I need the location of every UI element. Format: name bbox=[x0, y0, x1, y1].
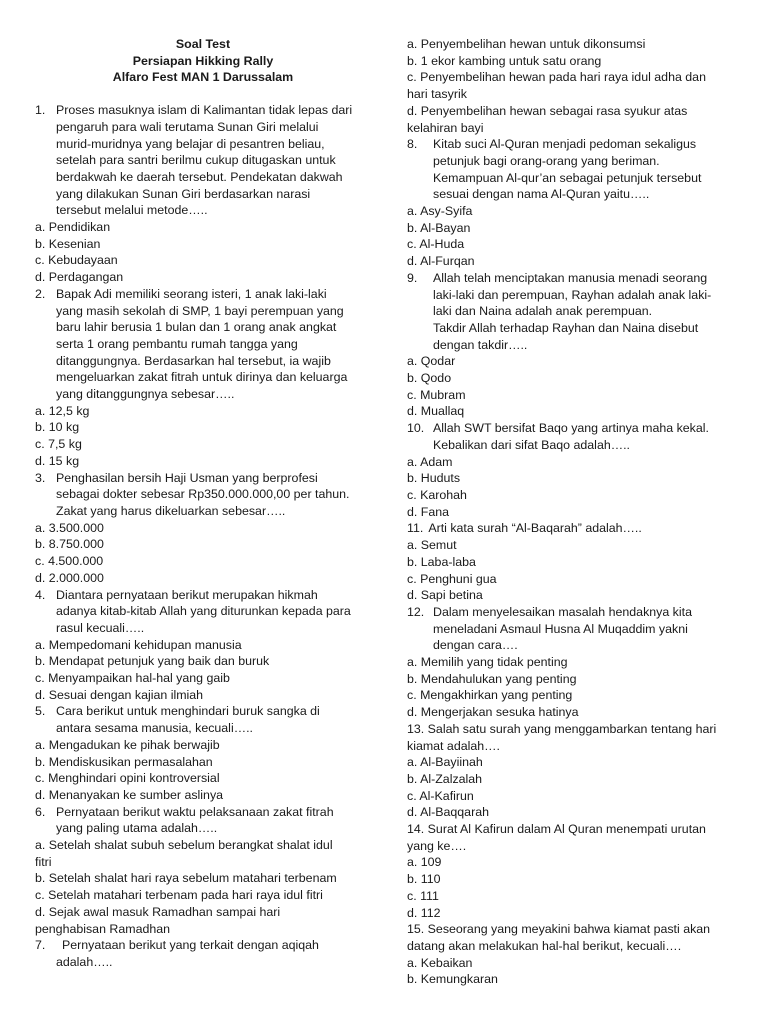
document-title: Soal Test bbox=[175, 37, 231, 51]
question-text-line: sesuai dengan nama Al-Quran yaitu….. bbox=[433, 187, 650, 202]
answer-option: c. 7,5 kg bbox=[35, 437, 82, 452]
question-text-line: Kebalikan dari sifat Baqo adalah….. bbox=[433, 437, 630, 452]
question-3 bbox=[35, 470, 365, 587]
question-text-line: yang ke…. bbox=[407, 838, 467, 853]
question-text-line: serta 1 orang pembantu rumah tangga yang bbox=[56, 336, 298, 351]
answer-option: b. 110 bbox=[407, 872, 441, 887]
answer-option: a. Al-Bayiinah bbox=[407, 755, 483, 770]
question-text-line: Arti kata surah “Al-Baqarah” adalah….. bbox=[428, 521, 642, 536]
answer-option: b. Mendahulukan yang penting bbox=[407, 671, 577, 686]
answer-option: d. 15 kg bbox=[35, 453, 80, 468]
answer-option: c. 4.500.000 bbox=[35, 554, 104, 569]
answer-option: b. Al-Zalzalah bbox=[407, 771, 483, 786]
question-text-line: Cara berikut untuk menghindari buruk sangka di bbox=[56, 704, 320, 719]
question-text-line: yang dilakukan Sunan Giri berdasarkan narasi bbox=[56, 186, 311, 201]
answer-option: d. Al-Baqqarah bbox=[407, 805, 489, 820]
question-text-line: yang paling utama adalah….. bbox=[56, 821, 218, 836]
answer-option: b. Mendiskusikan permasalahan bbox=[35, 754, 213, 769]
question-number: 8. bbox=[407, 137, 418, 152]
answer-option: c. Mengakhirkan yang penting bbox=[407, 688, 573, 703]
question-text-line: Diantara pernyataan berikut merupakan hikmah bbox=[56, 587, 318, 602]
question-11 bbox=[407, 520, 737, 604]
answer-option: d. Mengerjakan sesuka hatinya bbox=[407, 705, 579, 720]
answer-option: a. Asy-Syifa bbox=[407, 204, 473, 219]
question-text-line: 14. Surat Al Kafirun dalam Al Quran menempati urutan bbox=[407, 822, 706, 837]
answer-option: a. Adam bbox=[407, 454, 453, 469]
answer-option: d. Penyembelihan hewan sebagai rasa syukur atas bbox=[407, 103, 688, 118]
question-number: 7. bbox=[35, 938, 46, 953]
question-text-line: Pernyataan berikut waktu pelaksanaan zakat fitrah bbox=[56, 804, 334, 819]
question-text-line: dengan cara…. bbox=[433, 638, 518, 653]
question-text-line: Zakat yang harus dikeluarkan sebesar….. bbox=[56, 503, 286, 518]
answer-option: a. Mengadukan ke pihak berwajib bbox=[35, 737, 220, 752]
document-header bbox=[41, 36, 365, 86]
question-9 bbox=[407, 270, 737, 420]
question-text-line: yang masih sekolah di SMP, 1 bayi perempuan yang bbox=[56, 303, 344, 318]
question-text-line: antara sesama manusia, kecuali….. bbox=[56, 721, 253, 736]
question-text-line: tersebut melalui metode….. bbox=[56, 203, 208, 218]
question-text-line: Pernyataan berikut yang terkait dengan aqiqah bbox=[62, 938, 319, 953]
answer-option-continued: fitri bbox=[35, 854, 52, 869]
answer-option: c. Setelah matahari terbenam pada hari raya idul fitri bbox=[35, 888, 323, 903]
answer-option: a. Mempedomani kehidupan manusia bbox=[35, 637, 242, 652]
answer-option: d. Menanyakan ke sumber aslinya bbox=[35, 787, 224, 802]
question-text-line: Allah SWT bersifat Baqo yang artinya maha kekal. bbox=[433, 421, 709, 436]
question-text-line: adanya kitab-kitab Allah yang diturunkan kepada para bbox=[56, 604, 351, 619]
question-13 bbox=[407, 721, 737, 821]
question-14 bbox=[407, 821, 737, 921]
answer-option: c. Karohah bbox=[407, 487, 467, 502]
answer-option: d. Al-Furqan bbox=[407, 254, 475, 269]
answer-option: d. Fana bbox=[407, 504, 450, 519]
question-text-line: Bapak Adi memiliki seorang isteri, 1 anak laki-laki bbox=[56, 286, 327, 301]
answer-option: a. Pendidikan bbox=[35, 220, 111, 235]
answer-option: c. Menyampaikan hal-hal yang gaib bbox=[35, 671, 230, 686]
question-text-line: Kitab suci Al-Quran menjadi pedoman sekaligus bbox=[433, 137, 697, 152]
event-name: Alfaro Fest MAN 1 Darussalam bbox=[112, 70, 294, 85]
question-10 bbox=[407, 420, 737, 520]
answer-option: c. Mubram bbox=[407, 387, 466, 402]
question-text-line: Proses masuknya islam di Kalimantan tidak lepas dari bbox=[56, 103, 353, 118]
answer-option-continued: penghabisan Ramadhan bbox=[35, 921, 171, 936]
question-text-line: baru lahir berusia 1 bulan dan 1 orang anak angkat bbox=[56, 320, 337, 335]
answer-option: d. Sapi betina bbox=[407, 588, 483, 603]
answer-option: a. Semut bbox=[407, 538, 457, 553]
question-number: 6. bbox=[35, 804, 46, 819]
question-1 bbox=[35, 102, 365, 286]
question-text-line: sebagai dokter sebesar Rp350.000.000,00 per tahun. bbox=[56, 487, 350, 502]
answer-option: b. Kemungkaran bbox=[407, 972, 498, 987]
answer-option-continued: hari tasyrik bbox=[407, 87, 467, 102]
question-text-line: meneladani Asmaul Husna Al Muqaddim yakni bbox=[433, 621, 688, 636]
question-text-line: setelah para santri berilmu cukup ditugaskan untuk bbox=[56, 153, 336, 168]
right-column bbox=[407, 36, 737, 988]
answer-option: d. Sesuai dengan kajian ilmiah bbox=[35, 687, 204, 702]
question-6 bbox=[35, 804, 365, 938]
answer-option: b. Setelah shalat hari raya sebelum matahari terbenam bbox=[35, 871, 337, 886]
answer-option: a. Setelah shalat subuh sebelum berangkat shalat idul bbox=[35, 838, 333, 853]
question-text-line: rasul kecuali….. bbox=[56, 620, 145, 635]
question-number: 3. bbox=[35, 470, 46, 485]
question-text-line: 13. Salah satu surah yang menggambarkan tentang hari bbox=[407, 721, 717, 736]
answer-option: b. 8.750.000 bbox=[35, 537, 104, 552]
answer-option: b. Al-Bayan bbox=[407, 220, 471, 235]
answer-option: b. Mendapat petunjuk yang baik dan buruk bbox=[35, 654, 270, 669]
answer-option: d. 2.000.000 bbox=[35, 570, 104, 585]
answer-option: c. Menghindari opini kontroversial bbox=[35, 771, 220, 786]
document-subtitle: Persiapan Hikking Rally bbox=[132, 53, 274, 68]
answer-option: c. Penyembelihan hewan pada hari raya idul adha dan bbox=[407, 70, 706, 85]
question-text-line: mengeluarkan zakat fitrah untuk dirinya dan keluarga bbox=[56, 370, 348, 385]
question-text-line: ditanggungnya. Berdasarkan hal tersebut, ia wajib bbox=[56, 353, 331, 368]
answer-option: b. 10 kg bbox=[35, 420, 80, 435]
question-text-line: pengaruh para wali terutama Sunan Giri melalui bbox=[56, 119, 319, 134]
answer-option: a. Qodar bbox=[407, 354, 456, 369]
question-text-line: petunjuk bagi orang-orang yang beriman. bbox=[433, 153, 660, 168]
answer-option: b. Qodo bbox=[407, 371, 452, 386]
question-8 bbox=[407, 136, 737, 270]
question-text-line: laki dan Naina adalah anak perempuan. bbox=[433, 304, 653, 319]
answer-option: c. Al-Kafirun bbox=[407, 788, 474, 803]
answer-option: a. 109 bbox=[407, 855, 442, 870]
question-number: 1. bbox=[35, 103, 46, 118]
answer-option: d. 112 bbox=[407, 905, 441, 920]
answer-option: b. Huduts bbox=[407, 471, 461, 486]
question-7 bbox=[35, 937, 365, 970]
question-7-options bbox=[407, 36, 737, 136]
answer-option: d. Sejak awal masuk Ramadhan sampai hari bbox=[35, 904, 281, 919]
question-number: 10. bbox=[407, 421, 425, 436]
question-4 bbox=[35, 587, 365, 704]
question-number: 9. bbox=[407, 270, 418, 285]
answer-option: a. 3.500.000 bbox=[35, 520, 104, 535]
answer-option: c. Penghuni gua bbox=[407, 571, 497, 586]
question-number: 12. bbox=[407, 604, 425, 619]
question-2 bbox=[35, 286, 365, 470]
question-15 bbox=[407, 921, 737, 988]
answer-option: c. 111 bbox=[407, 888, 439, 903]
question-text-line: Allah telah menciptakan manusia menadi seorang bbox=[433, 270, 708, 285]
answer-option: a. Penyembelihan hewan untuk dikonsumsi bbox=[407, 37, 646, 51]
answer-option: a. 12,5 kg bbox=[35, 403, 90, 418]
question-text-line: berdakwah ke daerah tersebut. Pendekatan dakwah bbox=[56, 169, 343, 184]
answer-option: a. Kebaikan bbox=[407, 955, 473, 970]
question-text-line: Kemampuan Al-qur’an sebagai petunjuk tersebut bbox=[433, 170, 702, 185]
question-5 bbox=[35, 703, 365, 803]
answer-option: b. Laba-laba bbox=[407, 554, 476, 569]
question-12 bbox=[407, 604, 737, 721]
question-number: 11. bbox=[407, 521, 424, 536]
answer-option: a. Memilih yang tidak penting bbox=[407, 655, 568, 670]
question-text-line: murid-muridnya yang belajar di pesantren beliau, bbox=[56, 136, 325, 151]
left-column bbox=[35, 36, 365, 971]
question-text-line: datang akan melakukan hal-hal berikut, kecuali…. bbox=[407, 938, 682, 953]
answer-option: d. Muallaq bbox=[407, 404, 465, 419]
question-text-line: laki-laki dan perempuan, Rayhan adalah anak laki- bbox=[433, 287, 712, 302]
question-number: 4. bbox=[35, 587, 46, 602]
question-number: 5. bbox=[35, 704, 46, 719]
question-text-line: adalah….. bbox=[56, 954, 113, 969]
answer-option: d. Perdagangan bbox=[35, 270, 124, 285]
answer-option: b. Kesenian bbox=[35, 236, 101, 251]
question-text-line: Takdir Allah terhadap Rayhan dan Naina disebut bbox=[433, 320, 699, 335]
question-text-line: 15. Seseorang yang meyakini bahwa kiamat pasti akan bbox=[407, 922, 711, 937]
answer-option: b. 1 ekor kambing untuk satu orang bbox=[407, 53, 602, 68]
answer-option: c. Al-Huda bbox=[407, 237, 465, 252]
answer-option: c. Kebudayaan bbox=[35, 253, 118, 268]
question-number: 2. bbox=[35, 286, 46, 301]
question-text-line: dengan takdir….. bbox=[433, 337, 528, 352]
question-text-line: kiamat adalah…. bbox=[407, 738, 500, 753]
answer-option-continued: kelahiran bayi bbox=[407, 120, 484, 135]
question-text-line: Penghasilan bersih Haji Usman yang berprofesi bbox=[56, 470, 318, 485]
question-text-line: yang ditanggungnya sebesar….. bbox=[56, 387, 235, 402]
question-text-line: Dalam menyelesaikan masalah hendaknya kita bbox=[433, 604, 692, 619]
